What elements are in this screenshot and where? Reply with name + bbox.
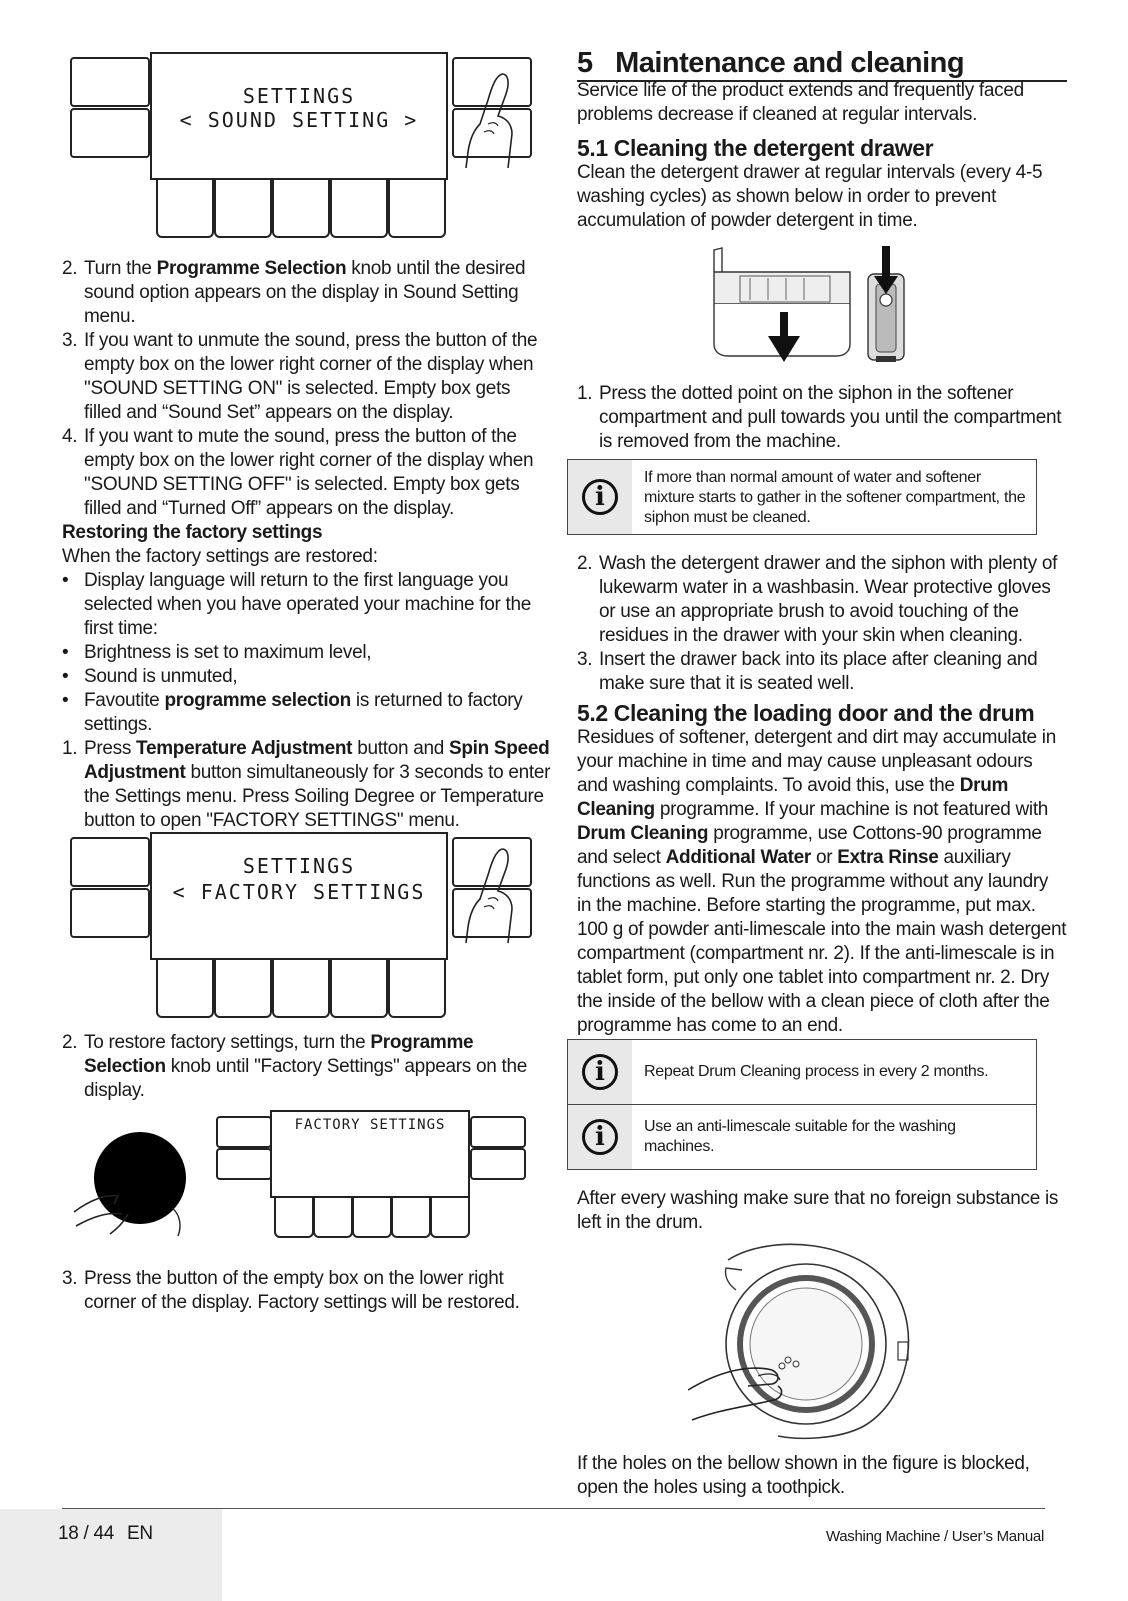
list-item: 3. Insert the drawer back into its place after cleaning and make sure that it is seated well. <box>577 649 1038 694</box>
section-title: Maintenance and cleaning <box>615 47 965 79</box>
display-bottom-button <box>156 960 214 1018</box>
footer-manual-title: Washing Machine / User’s Manual <box>825 1528 1044 1545</box>
display-side-button-bottom-left <box>70 888 150 938</box>
display-side-button-bottom-left <box>216 1148 272 1180</box>
display-bottom-button <box>388 180 446 238</box>
holes-note: If the holes on the bellow shown in the figure is blocked, open the holes using a toothpick. <box>577 1453 1030 1498</box>
language-code: EN <box>127 1523 153 1544</box>
info-icon: i <box>568 1040 632 1104</box>
display-screen <box>270 1110 470 1198</box>
display-bottom-button <box>352 1198 392 1238</box>
display-bottom-button <box>330 960 388 1018</box>
factory-settings-knob-figure <box>70 1110 540 1250</box>
list-item: 2. Turn the Programme Selection knob until the desired sound option appears on the display in Sound Setting menu. <box>62 258 526 327</box>
list-item: • Sound is unmuted, <box>62 666 238 687</box>
display-side-button-top-left <box>216 1116 272 1148</box>
display-screen <box>150 832 448 960</box>
display-screen <box>150 52 448 180</box>
display-bottom-button <box>313 1198 353 1238</box>
info-note-text: Repeat Drum Cleaning process in every 2 months. <box>644 1063 989 1080</box>
factory-steps-list-1 <box>62 737 552 833</box>
section-number: 5 <box>577 47 593 79</box>
factory-steps-list-3 <box>62 1267 552 1315</box>
subsection-title-5-2: 5.2 Cleaning the loading door and the drum <box>577 700 1035 726</box>
list-item: 1. Press Temperature Adjustment button and Spin Speed Adjustment button simultaneously for 3 seconds to enter the Settings menu. Press Soiling Degree or Temperature button to open "FACTORY SETTINGS" menu. <box>62 738 551 831</box>
after-wash-text: After every washing make sure that no foreign substance is left in the drum. <box>577 1188 1059 1233</box>
display-line-1: FACTORY SETTINGS <box>294 1117 446 1133</box>
info-icon: i <box>568 460 632 534</box>
list-item: 3. Press the button of the empty box on the lower right corner of the display. Factory settings will be restored. <box>62 1268 520 1313</box>
sound-steps-list <box>62 257 552 521</box>
drawer-steps-list-1 <box>577 382 1067 454</box>
display-line-1: SETTINGS <box>242 84 356 108</box>
display-bottom-button <box>156 180 214 238</box>
section-intro: Service life of the product extends and frequently faced problems decrease if cleaned at regular intervals. <box>577 80 1024 125</box>
display-side-button-top-left <box>70 57 150 107</box>
pointing-finger-icon <box>450 847 530 947</box>
restoring-heading: Restoring the factory settings <box>62 522 323 543</box>
list-item: 3. If you want to unmute the sound, press the button of the empty box on the lower right corner of the display when "SOUND SETTING ON" is selected. Empty box gets filled and “Sound Set” appears on the display. <box>62 330 538 423</box>
list-item: 1. Press the dotted point on the siphon in the softener compartment and pull towards you until the compartment is removed from the machine. <box>577 383 1062 452</box>
display-bottom-button <box>274 1198 314 1238</box>
display-bottom-button <box>330 180 388 238</box>
factory-steps-list-2 <box>62 1031 552 1103</box>
display-side-button-bottom-left <box>70 108 150 158</box>
footer-page-number <box>58 1522 153 1546</box>
restoring-intro: When the factory settings are restored: <box>62 546 378 567</box>
list-item: • Favoutite programme selection is returned to factory settings. <box>62 690 523 735</box>
list-item: 2. To restore factory settings, turn the Programme Selection knob until "Factory Settings" appears on the display. <box>62 1032 527 1101</box>
factory-settings-figure <box>70 832 530 1022</box>
list-item: 4. If you want to mute the sound, press the button of the empty box on the lower right corner of the display when "SOUND SETTING OFF" is selected. Empty box gets filled and “Turned Off” appears on the display. <box>62 426 534 519</box>
knob-hand-icon <box>70 1130 200 1240</box>
drawer-steps-list-2 <box>577 552 1067 696</box>
info-icon: i <box>568 1105 632 1169</box>
display-side-button-top-right <box>470 1116 526 1148</box>
page-number: 18 / 44 <box>58 1523 115 1544</box>
display-bottom-button <box>214 180 272 238</box>
info-note-text: If more than normal amount of water and softener mixture starts to gather in the softener compartment, the siphon must be cleaned. <box>644 469 1026 526</box>
sound-setting-figure <box>70 52 530 242</box>
restoring-bullets <box>62 569 552 737</box>
list-item: • Brightness is set to maximum level, <box>62 642 372 663</box>
display-bottom-button <box>214 960 272 1018</box>
subsection-title-5-1: 5.1 Cleaning the detergent drawer <box>577 135 934 161</box>
list-item: • Display language will return to the first language you selected when you have operated your machine for the first time: <box>62 570 532 639</box>
info-note <box>567 1039 1037 1104</box>
info-note <box>567 459 1037 535</box>
drum-bellow-illustration <box>688 1240 918 1440</box>
display-bottom-button <box>388 960 446 1018</box>
detergent-drawer-illustration <box>710 244 940 370</box>
subsection-body-5-2: Residues of softener, detergent and dirt may accumulate in your machine in time and may cause unpleasant odours and washing complaints. To avoid this, use the Drum Cleaning programme. If your machine is not featured with Drum Cleaning programme, use Cottons-90 programme and select Additional Water or Extra Rinse auxiliary functions as well. Run the programme without any laundry in the machine. Before starting the programme, put max. 100 g of powder anti-limescale into the main wash detergent compartment (compartment nr. 2). If the anti-limescale is in tablet form, put only one tablet into compartment nr. 2. Dry the inside of the bellow with a clean piece of cloth after the programme has come to an end. <box>577 727 1067 1036</box>
section-heading <box>577 47 1067 82</box>
display-bottom-button <box>391 1198 431 1238</box>
display-bottom-button <box>430 1198 470 1238</box>
subsection-intro-5-1: Clean the detergent drawer at regular intervals (every 4-5 washing cycles) as shown below in order to prevent accumulation of powder detergent in time. <box>577 162 1043 231</box>
info-note-text: Use an anti-limescale suitable for the washing machines. <box>644 1118 956 1155</box>
display-side-button-bottom-right <box>470 1148 526 1180</box>
display-bottom-button <box>272 180 330 238</box>
display-line-2: < FACTORY SETTINGS <box>172 880 426 904</box>
list-item: 2. Wash the detergent drawer and the siphon with plenty of lukewarm water in a washbasin. Wear protective gloves or use an appropriate brush to avoid touching of the residues in the drawer with your skin when cleaning. <box>577 553 1058 646</box>
info-note <box>567 1104 1037 1170</box>
display-side-button-top-left <box>70 837 150 887</box>
display-line-2: < SOUND SETTING > <box>179 108 419 132</box>
display-line-1: SETTINGS <box>242 854 356 878</box>
display-bottom-button <box>272 960 330 1018</box>
pointing-finger-icon <box>450 72 530 172</box>
